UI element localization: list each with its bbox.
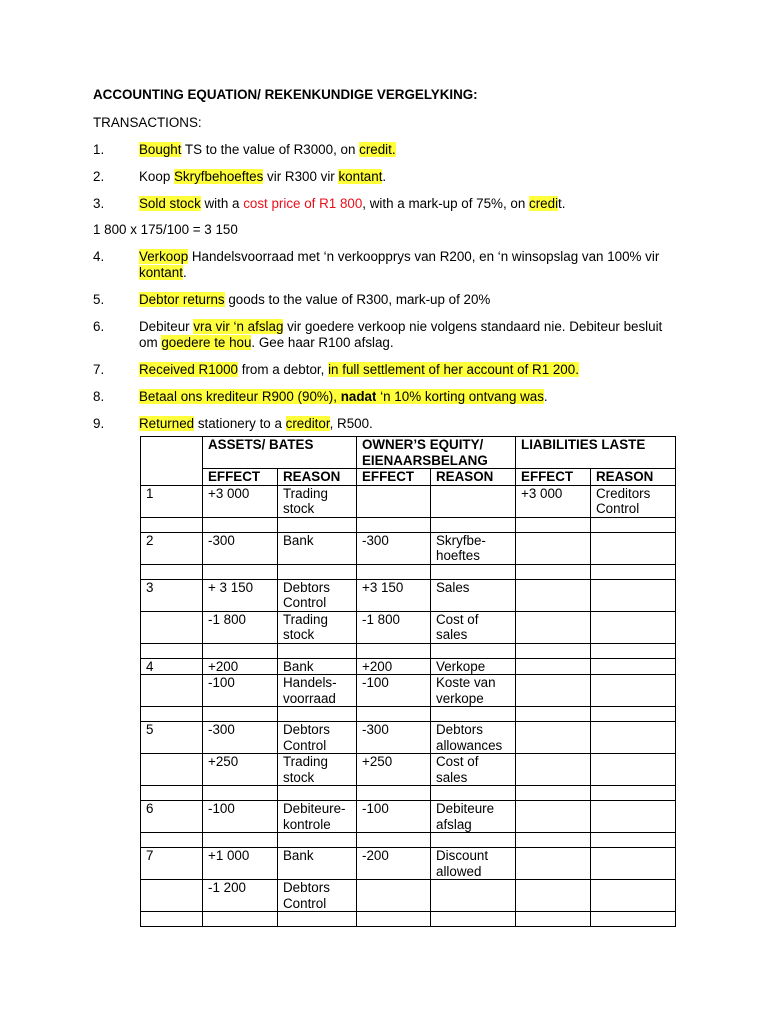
- table-cell: Debtors Control: [278, 880, 357, 912]
- table-cell: -300: [203, 532, 278, 564]
- table-cell: [357, 786, 431, 801]
- table-cell: -300: [203, 722, 278, 754]
- transactions-label: TRANSACTIONS:: [93, 115, 202, 130]
- table-cell: Bank: [278, 532, 357, 564]
- row-number: 1: [141, 485, 203, 517]
- transaction-text: [139, 196, 683, 212]
- table-cell: Bank: [278, 658, 357, 675]
- transaction-text: [139, 292, 683, 308]
- row-number: [141, 675, 203, 707]
- transaction-number: 2.: [93, 169, 105, 184]
- table-row: [141, 675, 676, 707]
- group-header: ASSETS/ BATES: [203, 437, 357, 469]
- group-header: OWNER’S EQUITY/ EIENAARSBELANG: [357, 437, 516, 469]
- table-cell: [591, 564, 676, 579]
- table-cell: [357, 643, 431, 658]
- transaction-number: 7.: [93, 362, 105, 377]
- text-run: Bought: [139, 142, 182, 157]
- corner-cell: [141, 437, 203, 486]
- text-run: vir R300 vir: [263, 169, 339, 184]
- table-cell: [591, 532, 676, 564]
- table-cell: [591, 579, 676, 611]
- text-run: with a: [200, 196, 244, 211]
- transaction-number: 1.: [93, 142, 105, 157]
- transaction-item: [93, 319, 683, 351]
- transaction-item: [93, 169, 683, 185]
- text-run: Received R1000: [139, 362, 239, 377]
- sub-header: EFFECT: [516, 469, 591, 486]
- table-cell: [516, 532, 591, 564]
- table-cell: Bank: [278, 848, 357, 880]
- table-cell: [431, 564, 516, 579]
- table-cell: [516, 880, 591, 912]
- row-number: [141, 786, 203, 801]
- table-cell: Trading stock: [278, 754, 357, 786]
- table-row: [141, 517, 676, 532]
- row-number: 7: [141, 848, 203, 880]
- table-cell: [591, 754, 676, 786]
- table-cell: [591, 786, 676, 801]
- transaction-text: [139, 169, 683, 185]
- table-cell: +3 150: [357, 579, 431, 611]
- sub-header: EFFECT: [357, 469, 431, 486]
- text-run: goedere te hou: [161, 335, 252, 350]
- row-number: 2: [141, 532, 203, 564]
- sub-header: REASON: [591, 469, 676, 486]
- table-cell: +3 000: [203, 485, 278, 517]
- row-number: [141, 564, 203, 579]
- table-cell: [278, 707, 357, 722]
- transaction-text: [139, 142, 683, 158]
- table-cell: -1 200: [203, 880, 278, 912]
- table-cell: [278, 833, 357, 848]
- table-cell: [516, 754, 591, 786]
- table-cell: [591, 611, 676, 643]
- transaction-list-continued: [93, 249, 683, 432]
- table-cell: [278, 643, 357, 658]
- text-run: vra vir ‘n afslag: [193, 319, 284, 334]
- table-cell: +200: [203, 658, 278, 675]
- transaction-item: [93, 292, 683, 308]
- table-cell: [357, 833, 431, 848]
- table-cell: [591, 707, 676, 722]
- text-run: t.: [558, 196, 566, 211]
- transaction-text: [139, 249, 683, 281]
- table-cell: + 3 150: [203, 579, 278, 611]
- sub-header: REASON: [431, 469, 516, 486]
- sub-header: REASON: [278, 469, 357, 486]
- row-number: [141, 912, 203, 927]
- table-cell: [203, 786, 278, 801]
- text-run: Koop: [139, 169, 174, 184]
- row-number: 6: [141, 801, 203, 833]
- table-cell: -300: [357, 532, 431, 564]
- table-cell: [203, 643, 278, 658]
- table-cell: [203, 912, 278, 927]
- text-run: stationery to a: [194, 416, 286, 431]
- table-cell: [591, 912, 676, 927]
- document-body: [93, 86, 683, 432]
- table-cell: [516, 786, 591, 801]
- text-run: Sold stock: [139, 196, 201, 211]
- table-cell: [591, 643, 676, 658]
- text-run: .: [182, 265, 187, 280]
- table-cell: [516, 517, 591, 532]
- table-row: [141, 848, 676, 880]
- table-cell: [591, 722, 676, 754]
- sub-header: EFFECT: [203, 469, 278, 486]
- transaction-number: 4.: [93, 249, 105, 264]
- table-cell: [278, 564, 357, 579]
- table-cell: [431, 786, 516, 801]
- table-cell: [591, 833, 676, 848]
- table-cell: [591, 658, 676, 675]
- table-cell: Sales: [431, 579, 516, 611]
- text-run: kontant: [338, 169, 383, 184]
- row-number: [141, 643, 203, 658]
- group-header-row: [141, 437, 676, 469]
- table-cell: [591, 880, 676, 912]
- text-run: , R500.: [329, 416, 373, 431]
- table-cell: [516, 675, 591, 707]
- group-header: LIABILITIES LASTE: [516, 437, 676, 469]
- table-row: [141, 579, 676, 611]
- text-run: Debtor returns: [139, 292, 225, 307]
- transaction-number: 5.: [93, 292, 105, 307]
- table-cell: -100: [357, 801, 431, 833]
- table-cell: [516, 722, 591, 754]
- transaction-number: 3.: [93, 196, 105, 211]
- table-row: [141, 912, 676, 927]
- row-number: [141, 880, 203, 912]
- row-number: [141, 833, 203, 848]
- table-cell: +250: [357, 754, 431, 786]
- table-cell: [431, 833, 516, 848]
- table-row: [141, 880, 676, 912]
- table-cell: Cost of sales: [431, 611, 516, 643]
- row-number: 3: [141, 579, 203, 611]
- table-cell: [431, 643, 516, 658]
- table-cell: -200: [357, 848, 431, 880]
- text-run: Betaal ons krediteur R900 (90%),: [139, 389, 341, 404]
- table-cell: Debtors allowances: [431, 722, 516, 754]
- transaction-list: [93, 142, 683, 212]
- transaction-item: [93, 362, 683, 378]
- transaction-number: 9.: [93, 416, 105, 431]
- table-row: [141, 532, 676, 564]
- text-run: goods to the value of R300, mark-up of 20%: [224, 292, 491, 307]
- table-cell: -1 800: [203, 611, 278, 643]
- table-cell: [516, 564, 591, 579]
- text-run: , with a mark-up of 75%, on: [362, 196, 530, 211]
- table-cell: [203, 707, 278, 722]
- text-run: TS to the value of R3000, on: [181, 142, 360, 157]
- table-cell: -100: [357, 675, 431, 707]
- table-row: [141, 707, 676, 722]
- page-title: ACCOUNTING EQUATION/ REKENKUNDIGE VERGELYKING:: [93, 87, 478, 102]
- table-cell: [278, 912, 357, 927]
- table-cell: +1 000: [203, 848, 278, 880]
- table-cell: Skryfbe-hoeftes: [431, 532, 516, 564]
- table-cell: [516, 643, 591, 658]
- transaction-item: [93, 416, 683, 432]
- table-cell: -300: [357, 722, 431, 754]
- text-run: credit.: [359, 142, 396, 157]
- table-cell: [591, 675, 676, 707]
- table-cell: Koste van verkope: [431, 675, 516, 707]
- table-cell: +3 000: [516, 485, 591, 517]
- table-cell: [516, 707, 591, 722]
- table-row: [141, 658, 676, 675]
- table-cell: [516, 579, 591, 611]
- table-cell: [431, 912, 516, 927]
- table-row: [141, 643, 676, 658]
- transaction-item: [93, 389, 683, 405]
- table-cell: [516, 848, 591, 880]
- table-cell: [516, 912, 591, 927]
- table-cell: Cost of sales: [431, 754, 516, 786]
- table-cell: Discount allowed: [431, 848, 516, 880]
- table-cell: Trading stock: [278, 611, 357, 643]
- table-cell: Debtors Control: [278, 579, 357, 611]
- table-cell: [591, 801, 676, 833]
- table-cell: Debiteure afslag: [431, 801, 516, 833]
- table-cell: [431, 485, 516, 517]
- table-cell: [357, 517, 431, 532]
- table-cell: [203, 517, 278, 532]
- text-run: vir goedere verkoop nie volgens standaard nie. Debiteur besluit om: [139, 319, 663, 350]
- sub-header-row: [141, 469, 676, 486]
- table-cell: [431, 707, 516, 722]
- text-run: .: [543, 389, 548, 404]
- table-row: [141, 833, 676, 848]
- text-run: cost price of R1 800: [243, 196, 363, 211]
- text-run: kontant: [139, 265, 183, 280]
- row-number: [141, 611, 203, 643]
- transaction-item: [93, 249, 683, 281]
- table-cell: [357, 485, 431, 517]
- transaction-number: 6.: [93, 319, 105, 334]
- transaction-text: [139, 362, 683, 378]
- table-cell: [516, 658, 591, 675]
- table-cell: [431, 517, 516, 532]
- table-cell: +250: [203, 754, 278, 786]
- table-cell: -100: [203, 675, 278, 707]
- table-cell: [203, 564, 278, 579]
- table-row: [141, 611, 676, 643]
- table-cell: [357, 564, 431, 579]
- table-row: [141, 564, 676, 579]
- accounting-equation-table: [140, 436, 676, 927]
- table-row: [141, 722, 676, 754]
- table-cell: [278, 786, 357, 801]
- row-number: 5: [141, 722, 203, 754]
- table-cell: [591, 517, 676, 532]
- table-cell: Debiteure-kontrole: [278, 801, 357, 833]
- calculation-line: 1 800 x 175/100 = 3 150: [93, 222, 238, 237]
- row-number: [141, 754, 203, 786]
- text-run: .: [382, 169, 387, 184]
- text-run: in full settlement of her account of R1 200.: [328, 362, 579, 377]
- table-row: [141, 786, 676, 801]
- transaction-item: [93, 196, 683, 212]
- table-cell: [357, 912, 431, 927]
- table-cell: [357, 880, 431, 912]
- text-run: credi: [529, 196, 559, 211]
- table-cell: +200: [357, 658, 431, 675]
- text-run: . Gee haar R100 afslag.: [251, 335, 394, 350]
- text-run: Handelsvoorraad met ‘n verkoopprys van R200, en ‘n winsopslag van 100% vir: [188, 249, 660, 264]
- table-cell: Verkope: [431, 658, 516, 675]
- row-number: [141, 517, 203, 532]
- text-run: nadat: [340, 389, 377, 404]
- transaction-text: [139, 389, 683, 405]
- text-run: from a debtor,: [238, 362, 329, 377]
- table-cell: Creditors Control: [591, 485, 676, 517]
- table-cell: [591, 848, 676, 880]
- transaction-text: [139, 416, 683, 432]
- table-cell: [516, 833, 591, 848]
- table-row: [141, 754, 676, 786]
- transaction-item: [93, 142, 683, 158]
- row-number: [141, 707, 203, 722]
- table-row: [141, 485, 676, 517]
- transaction-text: [139, 319, 683, 351]
- table-cell: Handels-voorraad: [278, 675, 357, 707]
- table-cell: [431, 880, 516, 912]
- table-cell: -100: [203, 801, 278, 833]
- row-number: 4: [141, 658, 203, 675]
- table-cell: [516, 611, 591, 643]
- table-cell: -1 800: [357, 611, 431, 643]
- table-cell: [516, 801, 591, 833]
- table-cell: [357, 707, 431, 722]
- table-cell: [203, 833, 278, 848]
- text-run: Skryfbehoeftes: [174, 169, 264, 184]
- text-run: ‘n 10% korting ontvang was: [376, 389, 544, 404]
- table-cell: Debtors Control: [278, 722, 357, 754]
- text-run: creditor: [285, 416, 330, 431]
- text-run: Verkoop: [139, 249, 189, 264]
- text-run: Debiteur: [139, 319, 194, 334]
- transaction-number: 8.: [93, 389, 105, 404]
- text-run: Returned: [139, 416, 195, 431]
- table-cell: [278, 517, 357, 532]
- table-cell: Trading stock: [278, 485, 357, 517]
- table-row: [141, 801, 676, 833]
